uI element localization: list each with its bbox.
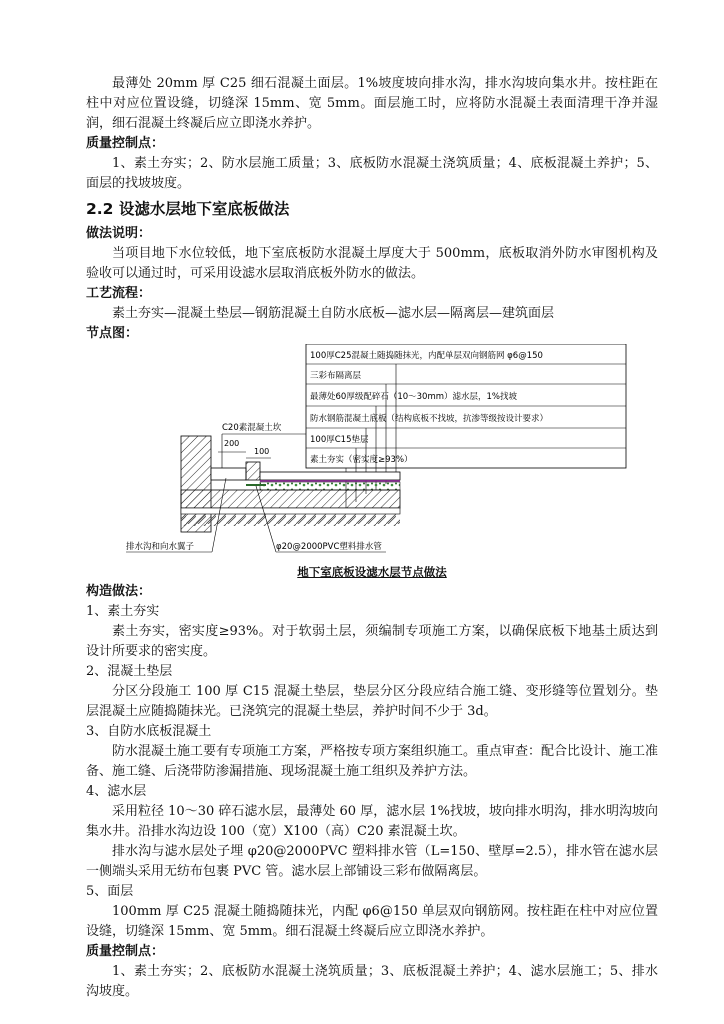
dim-100: 100 [254, 447, 270, 456]
desc-heading: 做法说明： [86, 226, 152, 241]
node-diagram-svg [86, 344, 658, 560]
document-page [86, 74, 658, 1002]
method-heading: 构造做法： [86, 584, 152, 599]
figure-caption: 地下室底板设滤水层节点做法 [297, 565, 447, 579]
method-item-4-text2: 排水沟与滤水层处子埋 φ20@2000PVC 塑料排水管（L=150、壁厚=2.5），排水管在滤水层一侧端头采用无纺布包裹 PVC 管。滤水层上部铺设三彩布做隔离层。 [86, 844, 658, 879]
qc-heading-1: 质量控制点： [86, 136, 165, 151]
ditch-label: 排水沟和向水翼子 [126, 542, 195, 552]
process-heading: 工艺流程： [86, 286, 152, 301]
method-item-1-heading: 1、素土夯实 [86, 604, 160, 619]
cushion-layer [181, 508, 400, 514]
layer-label-4: 防水钢筋混凝土底板（结构底板不找坡，抗渗等级按设计要求） [310, 414, 549, 424]
qc-text-1: 1、素土夯实；2、防水层施工质量；3、底板防水混凝土浇筑质量；4、底板混凝土养护；5、面层的找坡坡度。 [86, 156, 658, 191]
process-text: 素土夯实—混凝土垫层—钢筋混凝土自防水底板—滤水层—隔离层—建筑面层 [112, 306, 555, 321]
concrete-curb [246, 462, 260, 480]
section-title: 2.2 设滤水层地下室底板做法 [86, 200, 290, 218]
base-slab [181, 490, 400, 508]
dim-200: 200 [224, 439, 240, 448]
qc-text-2: 1、素土夯实；2、底板防水混凝土浇筑质量；3、底板混凝土养护；4、滤水层施工；5、排水沟坡度。 [86, 964, 658, 999]
method-item-2-heading: 2、混凝土垫层 [86, 664, 173, 679]
method-item-1-text: 素土夯实，密实度≥93%。对于软弱土层，须编制专项施工方案，以确保底板下地基土质达到设计所要求的密实度。 [86, 624, 658, 659]
method-item-5-text: 100mm 厚 C25 混凝土随捣随抹光，内配 φ6@150 单层双向钢筋网。按柱距在柱中对应位置设缝，切缝深 15mm、宽 5mm。细石混凝土终凝后应立即浇水养护。 [86, 904, 658, 939]
layer-label-2: 三彩布隔离层 [310, 371, 362, 381]
layer-labels [306, 344, 626, 468]
intro-paragraph: 最薄处 20mm 厚 C25 细石混凝土面层。1%坡度坡向排水沟，排水沟坡向集水井。按柱距在柱中对应位置设缝，切缝深 15mm、宽 5mm。面层施工时，应将防水混凝土表面清理干净并湿润，细石混凝土终凝后应立即浇水养护。 [86, 76, 658, 131]
desc-text: 当项目地下水位较低，地下室底板防水混凝土厚度大于 500mm，底板取消外防水审图机构及验收可以通过时，可采用设滤水层取消底板外防水的做法。 [86, 246, 658, 281]
curb-label: C20素混凝土坎 [222, 423, 282, 433]
method-item-3-text: 防水混凝土施工要有专项施工方案，严格按专项方案组织施工。重点审查：配合比设计、施工准备、施工缝、后浇带防渗漏措施、现场混凝土施工组织及养护方法。 [86, 744, 659, 779]
method-item-5-heading: 5、面层 [86, 884, 134, 899]
drain-ditch [211, 468, 246, 480]
method-item-3-heading: 3、自防水底板混凝土 [86, 724, 212, 739]
method-item-2-text: 分区分段施工 100 厚 C15 混凝土垫层，垫层分区分段应结合施工缝、变形缝等位置划分。垫层混凝土应随捣随抹光。已浇筑完的混凝土垫层，养护时间不少于 3d。 [86, 684, 658, 719]
method-item-4-text: 采用粒径 10～30 碎石滤水层，最薄处 60 厚，滤水层 1%找坡，坡向排水明沟，排水明沟坡向集水井。沿排水沟边设 100（宽）X100（高）C20 素混凝土坎。 [86, 804, 658, 839]
node-heading: 节点图： [86, 326, 139, 341]
layer-label-6: 素土夯实（密实度≥93%） [310, 455, 413, 465]
node-diagram [86, 344, 658, 560]
pipe-label: φ20@2000PVC塑料排水管 [276, 542, 382, 552]
layer-label-5: 100厚C15垫层 [310, 435, 369, 445]
soil-layer [181, 514, 400, 526]
qc-heading-2: 质量控制点： [86, 944, 165, 959]
method-item-4-heading: 4、滤水层 [86, 784, 147, 799]
gravel-layer [260, 482, 400, 490]
surface-layer [260, 472, 400, 480]
layer-label-1: 100厚C25混凝土随捣随抹光，内配单层双向钢筋网 φ6@150 [310, 351, 543, 361]
layer-label-3: 最薄处60厚级配碎石（10～30mm）滤水层，1%找坡 [310, 392, 517, 402]
